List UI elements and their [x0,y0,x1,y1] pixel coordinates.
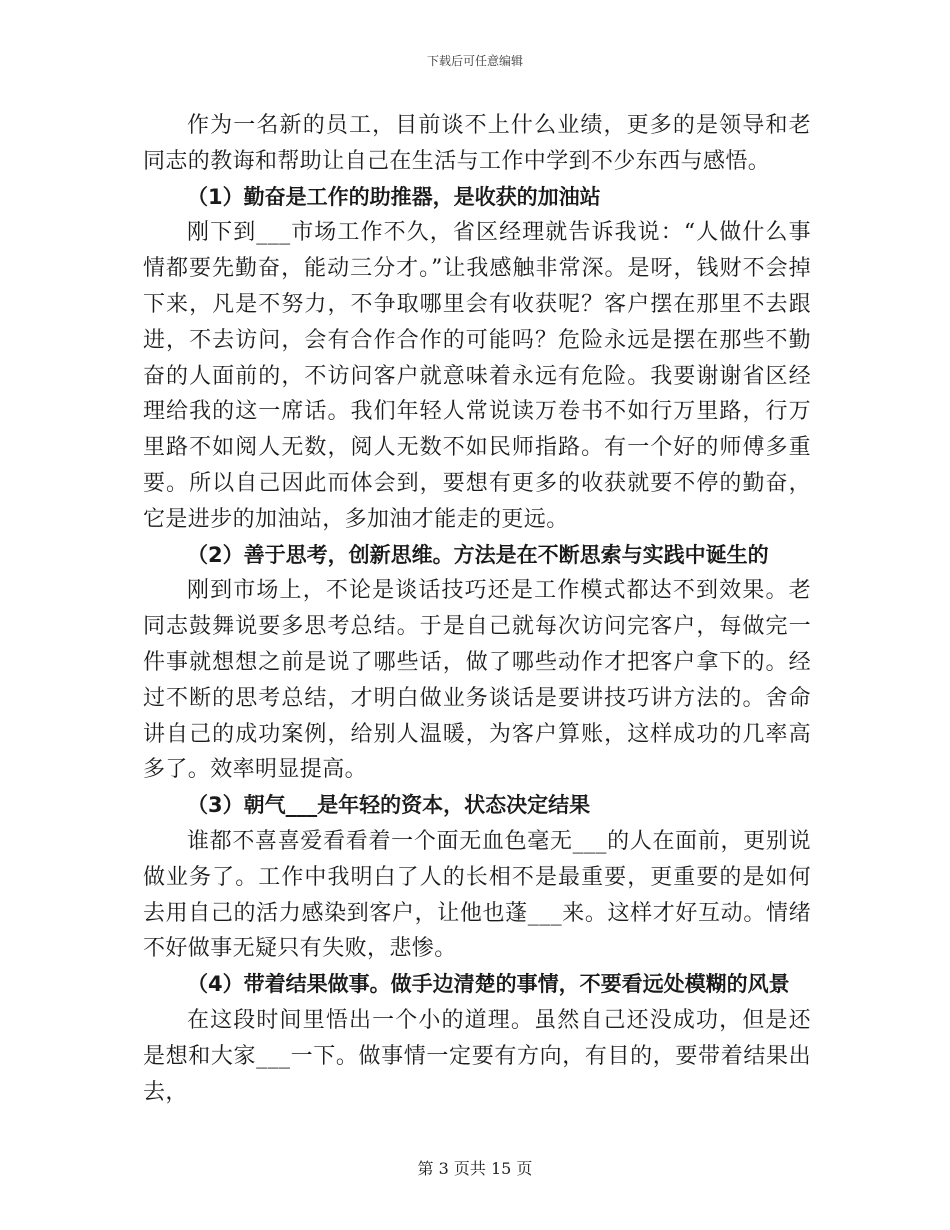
intro-paragraph: 作为一名新的员工，目前谈不上什么业绩，更多的是领导和老同志的教诲和帮助让自己在生活与工作中学到不少东西与感悟。 [143,113,811,174]
section-heading-1: （1）勤奋是工作的助推器，是收获的加油站 [187,184,601,209]
page-number-footer: 第 3 页共 15 页 [417,1159,533,1178]
section-heading-3: （3）朝气___是年轻的资本，状态决定结果 [187,793,591,818]
document-body [143,108,811,1110]
section-4-paragraph: 在这段时间里悟出一个小的道理。虽然自己还没成功，但是还是想和大家___一下。做事情一定要有方向，有目的，要带着结果出去， [143,1007,811,1105]
section-3-paragraph: 谁都不喜喜爱看看着一个面无血色毫无___的人在面前，更别说做业务了。工作中我明白了人的长相不是最重要，更重要的是如何去用自己的活力感染到客户，让他也蓬___来。这样才好互动。情绪不好做事无疑只有失败，悲惨。 [143,828,811,962]
page-header: 下载后可任意编辑 [426,54,523,68]
section-heading-2: （2）善于思考，创新思维。方法是在不断思索与实践中诞生的 [187,542,769,567]
section-2-paragraph: 刚到市场上，不论是谈话技巧还是工作模式都达不到效果。老同志鼓舞说要多思考总结。于是自己就每次访问完客户，每做完一件事就想想之前是说了哪些话，做了哪些动作才把客户拿下的。经过不断的思考总结，才明白做业务谈话是要讲技巧讲方法的。舍命讲自己的成功案例，给别人温暖，为客户算账，这样成功的几率高多了。效率明显提高。 [143,578,811,783]
section-1-paragraph: 刚下到___市场工作不久，省区经理就告诉我说：“人做什么事情都要先勤奋，能动三分才。”让我感触非常深。是呀，钱财不会掉下来，凡是不努力，不争取哪里会有收获呢？客户摆在那里不去跟进，不去访问，会有合作合作的可能吗？危险永远是摆在那些不勤奋的人面前的，不访问客户就意味着永远有危险。我要谢谢省区经理给我的这一席话。我们年轻人常说读万卷书不如行万里路，行万里路不如阅人无数，阅人无数不如民师指路。有一个好的师傅多重要。所以自己因此而体会到，要想有更多的收获就要不停的勤奋，它是进步的加油站，多加油才能走的更远。 [143,220,811,532]
section-heading-4: （4）带着结果做事。做手边清楚的事情，不要看远处模糊的风景 [187,972,790,997]
